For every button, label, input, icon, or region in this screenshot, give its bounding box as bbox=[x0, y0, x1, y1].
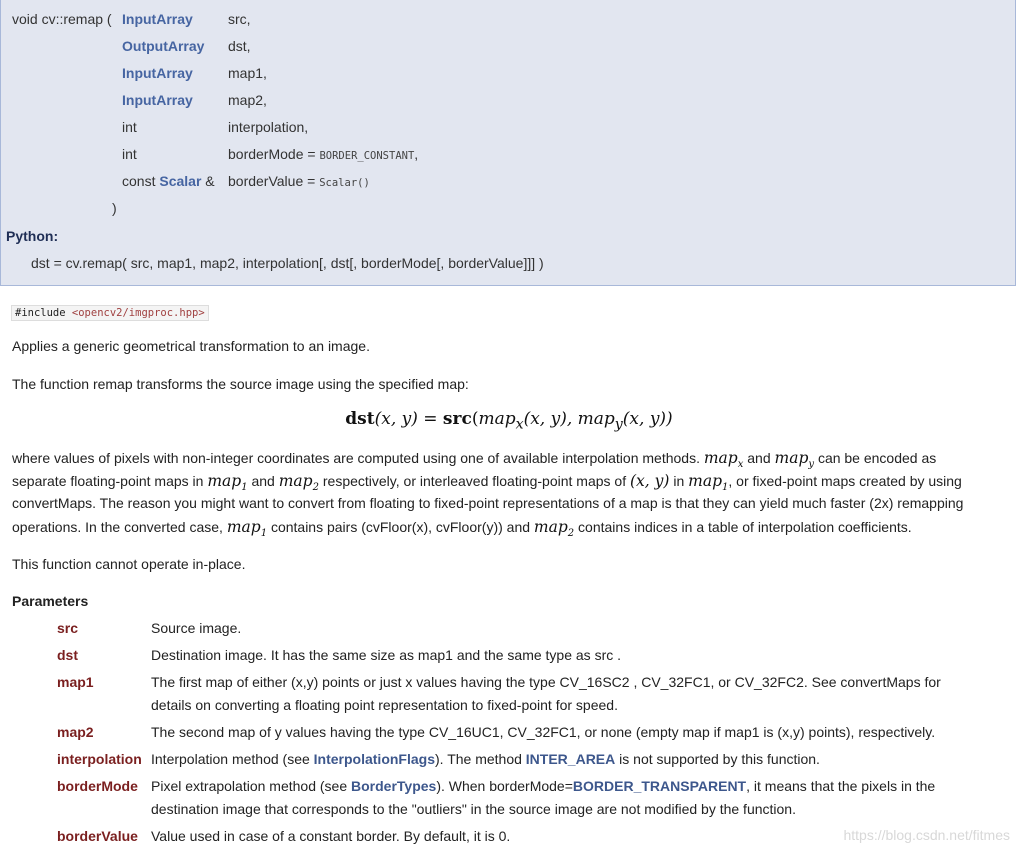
para-line-3: convertMaps. The reason you might want to convert from floating to fixed-point representations of a map is that they can yield much faster (2x) remapping bbox=[12, 495, 964, 511]
formula-eq: = bbox=[417, 409, 443, 429]
watermark: https://blog.csdn.net/fitmes bbox=[843, 827, 1010, 843]
para-line-2 bbox=[12, 472, 962, 493]
text: operations. In the converted case, bbox=[12, 519, 223, 535]
param-map1-desc: The first map of either (x,y) points or just x values having the type CV_16SC2 , CV_32FC1, or CV_32FC2. See convertMaps for bbox=[151, 674, 941, 690]
param-with-default bbox=[228, 173, 370, 189]
text: contains pairs (cvFloor(x), cvFloor(y)) and bbox=[270, 519, 531, 535]
math-map1: map$_1$ bbox=[226, 518, 268, 540]
python-signature: dst = cv.remap( src, map1, map2, interpolation[, dst[, borderMode[, borderValue]]] ) bbox=[31, 255, 544, 271]
text: ). When borderMode= bbox=[436, 778, 573, 794]
param-map1-desc-cont: details on converting a floating point representation to fixed-point for speed. bbox=[151, 697, 618, 713]
param-map2-desc: The second map of y values having the type CV_16UC1, CV_32FC1, or none (empty map if map1 is (x,y) points), respectively. bbox=[151, 724, 936, 740]
text: in bbox=[673, 473, 685, 489]
include-path-link[interactable]: <opencv2/imgproc.hpp> bbox=[71, 307, 205, 319]
math-map2: map$_2$ bbox=[533, 518, 575, 540]
type-reference: & bbox=[201, 173, 215, 189]
param-name: borderMode bbox=[228, 146, 304, 162]
remap-formula bbox=[0, 409, 1018, 432]
param-type-link[interactable]: InputArray bbox=[122, 65, 193, 81]
formula-paren: ( bbox=[471, 409, 479, 429]
param-interpolation-desc bbox=[151, 751, 820, 767]
text: , it means that the pixels in the bbox=[746, 778, 936, 794]
border-types-link[interactable]: BorderTypes bbox=[351, 778, 437, 794]
text: is not supported by this function. bbox=[615, 751, 820, 767]
param-src: src bbox=[57, 620, 79, 636]
param-name: dst, bbox=[228, 38, 251, 54]
param-interpolation: interpolation bbox=[57, 751, 142, 767]
param-map2: map2 bbox=[57, 724, 94, 740]
text: contains indices in a table of interpolation coefficients. bbox=[578, 519, 912, 535]
formula-mapy-sub: y bbox=[614, 416, 623, 433]
formula-rhs: src bbox=[442, 409, 472, 429]
inplace-note: This function cannot operate in-place. bbox=[12, 556, 246, 572]
param-type-link[interactable]: OutputArray bbox=[122, 38, 205, 54]
para-line-1 bbox=[12, 449, 936, 470]
text: and bbox=[747, 450, 771, 466]
type-qualifier: const bbox=[122, 173, 160, 189]
para-line-4 bbox=[12, 518, 912, 539]
default-value: Scalar() bbox=[319, 177, 370, 189]
equals-sign: = bbox=[303, 173, 320, 189]
param-name: map1, bbox=[228, 65, 267, 81]
param-src-desc: Source image. bbox=[151, 620, 242, 636]
formula-mapx: map bbox=[478, 409, 516, 429]
param-type-link[interactable]: InputArray bbox=[122, 92, 193, 108]
param-bordermode-desc bbox=[151, 778, 935, 794]
formula-lhs: dst bbox=[345, 409, 375, 429]
param-bordermode-desc-cont: destination image that corresponds to the "outliers" in the source image are not modified by the function. bbox=[151, 801, 796, 817]
signature-close: ) bbox=[112, 200, 117, 216]
signature-prefix: void cv::remap ( bbox=[12, 11, 112, 27]
formula-end: (x, y)) bbox=[622, 409, 673, 429]
math-map1: map$_1$ bbox=[688, 472, 729, 494]
default-value: BORDER_CONSTANT bbox=[319, 150, 415, 162]
param-name: interpolation, bbox=[228, 119, 309, 135]
math-map1: map$_1$ bbox=[207, 472, 248, 494]
text: Pixel extrapolation method (see bbox=[151, 778, 351, 794]
python-label: Python: bbox=[6, 228, 59, 244]
param-type: int bbox=[122, 119, 137, 135]
param-with-default bbox=[228, 146, 418, 162]
param-name: borderValue bbox=[228, 173, 304, 189]
param-dst-desc: Destination image. It has the same size as map1 and the same type as src . bbox=[151, 647, 622, 663]
parameters-heading: Parameters bbox=[12, 593, 89, 609]
param-type-group bbox=[122, 173, 215, 189]
param-bordervalue-desc: Value used in case of a constant border. By default, it is 0. bbox=[151, 828, 511, 844]
interpolation-flags-link[interactable]: InterpolationFlags bbox=[313, 751, 435, 767]
param-bordermode: borderMode bbox=[57, 778, 138, 794]
formula-mapy: map bbox=[577, 409, 615, 429]
text: can be encoded as bbox=[817, 450, 937, 466]
include-directive: #include bbox=[15, 307, 72, 319]
param-dst: dst bbox=[57, 647, 78, 663]
text: separate floating-point maps in bbox=[12, 473, 204, 489]
inter-area-link[interactable]: INTER_AREA bbox=[525, 751, 616, 767]
border-transparent-link[interactable]: BORDER_TRANSPARENT bbox=[572, 778, 747, 794]
brief-description: Applies a generic geometrical transformation to an image. bbox=[12, 338, 370, 354]
param-type-link[interactable]: Scalar bbox=[159, 173, 202, 189]
param-type: int bbox=[122, 146, 137, 162]
text: Interpolation method (see bbox=[151, 751, 314, 767]
intro-text: The function remap transforms the source image using the specified map: bbox=[12, 376, 469, 392]
math-mapx: map$_x$ bbox=[703, 449, 744, 471]
comma: , bbox=[414, 146, 419, 162]
math-xy: (x, y) bbox=[630, 472, 670, 490]
text: and bbox=[251, 473, 275, 489]
text: , or fixed-point maps created by using bbox=[728, 473, 962, 489]
text: respectively, or interleaved floating-point maps of bbox=[322, 473, 627, 489]
formula-mapx-sub: x bbox=[515, 416, 524, 433]
text: ). The method bbox=[435, 751, 526, 767]
function-prototype bbox=[0, 0, 1016, 286]
include-line bbox=[11, 305, 209, 321]
text: where values of pixels with non-integer coordinates are computed using one of available interpolation methods. bbox=[12, 450, 700, 466]
math-mapy: map$_y$ bbox=[774, 449, 815, 471]
formula-args: (x, y) bbox=[374, 409, 418, 429]
formula-mid: (x, y), bbox=[523, 409, 578, 429]
equals-sign: = bbox=[303, 146, 320, 162]
param-map1: map1 bbox=[57, 674, 94, 690]
param-type-link[interactable]: InputArray bbox=[122, 11, 193, 27]
math-map2: map$_2$ bbox=[278, 472, 319, 494]
param-name: map2, bbox=[228, 92, 267, 108]
param-name: src, bbox=[228, 11, 251, 27]
param-bordervalue: borderValue bbox=[57, 828, 138, 844]
